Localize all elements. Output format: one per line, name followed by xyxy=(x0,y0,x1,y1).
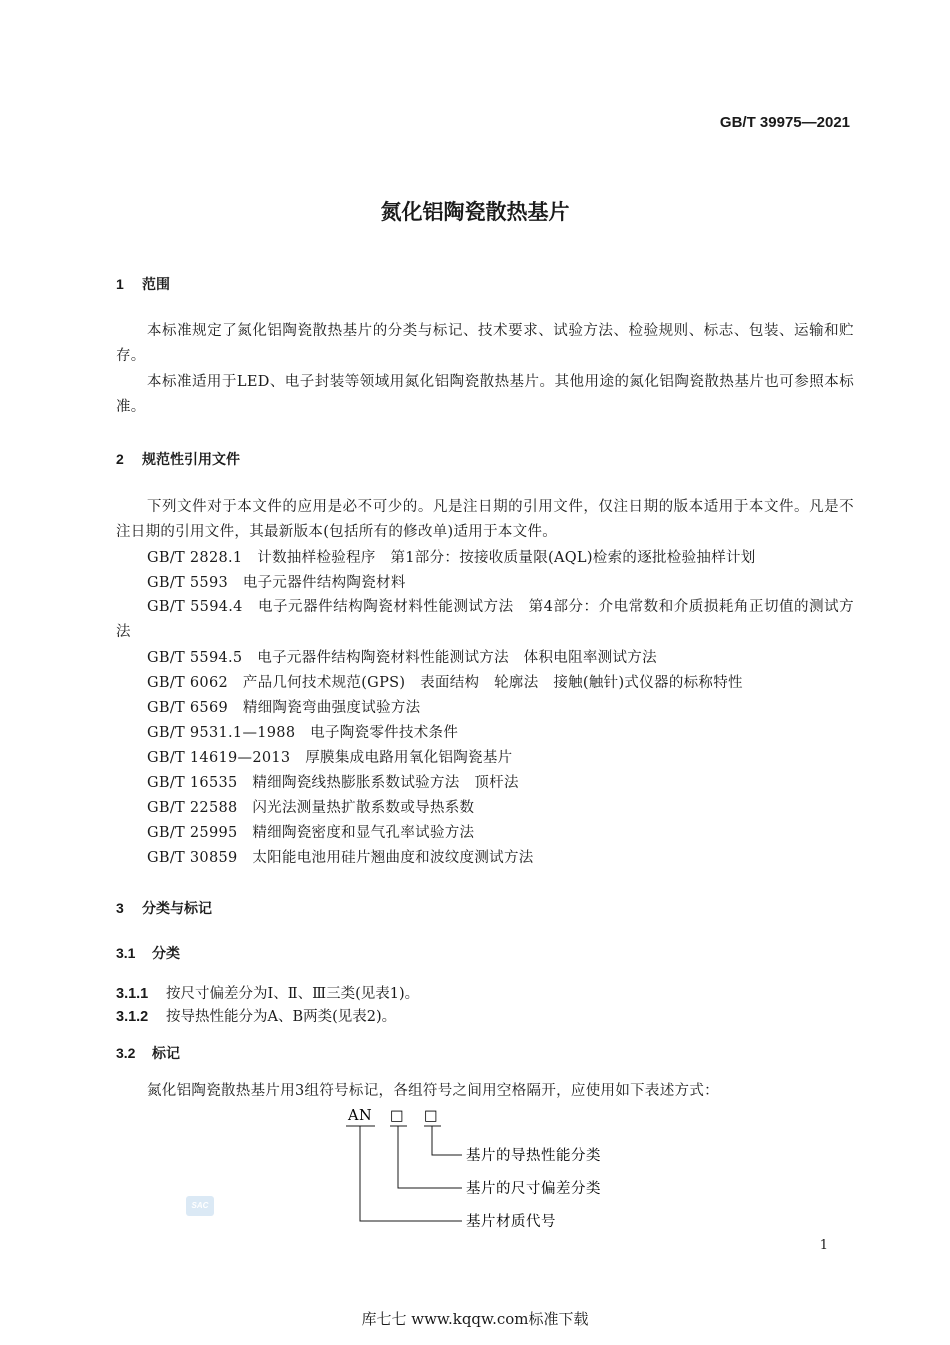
marking-box-thermal: □ xyxy=(424,1108,439,1124)
section-number: 3.1 xyxy=(116,945,136,961)
clause-number: 3.1.2 xyxy=(116,1009,149,1025)
label-thermal-class: 基片的导热性能分类 xyxy=(466,1148,601,1164)
reference-item xyxy=(147,796,474,817)
marking-box-size: □ xyxy=(390,1108,405,1124)
leader-line-material xyxy=(360,1126,462,1221)
reference-item xyxy=(147,646,657,667)
reference-title: 精细陶瓷弯曲强度试验方法 xyxy=(242,700,421,716)
reference-item xyxy=(116,595,854,645)
reference-code: GB/T 14619—2013 xyxy=(147,750,291,766)
reference-item xyxy=(147,746,512,767)
section-title: 标记 xyxy=(152,1046,180,1062)
section-number: 1 xyxy=(116,276,124,292)
reference-title: 电子元器件结构陶瓷材料性能测试方法 第4部分：介电常数和介质损耗角正切值的测试方法 xyxy=(116,599,854,640)
section-3-2-heading xyxy=(116,1043,180,1063)
leader-line-thermal xyxy=(432,1126,462,1155)
reference-title: 闪光法测量热扩散系数或导热系数 xyxy=(252,800,475,816)
section-number: 3 xyxy=(116,900,124,916)
clause-text: 按尺寸偏差分为Ⅰ、Ⅱ、Ⅲ三类(见表1)。 xyxy=(166,986,420,1002)
marking-diagram xyxy=(340,1100,640,1235)
marking-description: 氮化铝陶瓷散热基片用3组符号标记，各组符号之间用空格隔开，应使用如下表述方式： xyxy=(147,1083,719,1099)
section-number: 3.2 xyxy=(116,1045,136,1061)
marking-prefix: AN xyxy=(348,1108,373,1124)
reference-title: 电子元器件结构陶瓷材料 xyxy=(242,575,406,591)
reference-item xyxy=(147,821,474,842)
reference-code: GB/T 5594.4 xyxy=(147,599,243,615)
label-size-class: 基片的尺寸偏差分类 xyxy=(466,1181,601,1197)
reference-code: GB/T 16535 xyxy=(147,775,238,791)
section-3-heading xyxy=(116,898,212,918)
reference-item xyxy=(147,671,743,692)
reference-code: GB/T 30859 xyxy=(147,850,238,866)
reference-title: 精细陶瓷密度和显气孔率试验方法 xyxy=(252,825,475,841)
reference-code: GB/T 5594.5 xyxy=(147,650,243,666)
clause-3-1-2 xyxy=(116,1005,396,1026)
reference-code: GB/T 25995 xyxy=(147,825,238,841)
section-title: 分类与标记 xyxy=(142,901,212,917)
section-2-heading xyxy=(116,449,240,469)
reference-title: 厚膜集成电路用氧化铝陶瓷基片 xyxy=(305,750,513,766)
section-2-intro: 下列文件对于本文件的应用是必不可少的。凡是注日期的引用文件，仅注日期的版本适用于本文件。凡是不注日期的引用文件，其最新版本(包括所有的修改单)适用于本文件。 xyxy=(116,499,854,540)
clause-number: 3.1.1 xyxy=(116,986,149,1002)
reference-code: GB/T 6062 xyxy=(147,675,229,691)
download-footer: 库七七 www.kqqw.com标准下载 xyxy=(361,1310,589,1328)
clause-text: 按导热性能分为A、B两类(见表2)。 xyxy=(166,1009,397,1025)
reference-title: 产品几何技术规范(GPS) 表面结构 轮廓法 接触(触针)式仪器的标称特性 xyxy=(242,675,743,691)
label-material-code: 基片材质代号 xyxy=(466,1214,556,1230)
reference-code: GB/T 9531.1—1988 xyxy=(147,725,296,741)
section-1-heading xyxy=(116,274,170,294)
section-title: 规范性引用文件 xyxy=(142,452,240,468)
reference-title: 计数抽样检验程序 第1部分：按接收质量限(AQL)检索的逐批检验抽样计划 xyxy=(257,550,756,566)
reference-code: GB/T 6569 xyxy=(147,700,229,716)
reference-title: 电子陶瓷零件技术条件 xyxy=(310,725,459,741)
section-1-para-2: 本标准适用于LED、电子封装等领域用氮化铝陶瓷散热基片。其他用途的氮化铝陶瓷散热基片也可参照本标准。 xyxy=(116,374,854,415)
reference-item xyxy=(147,721,458,742)
standard-code: GB/T 39975—2021 xyxy=(719,114,850,131)
section-title: 分类 xyxy=(152,946,180,962)
reference-code: GB/T 2828.1 xyxy=(147,550,243,566)
sac-watermark-logo: SAC xyxy=(186,1196,214,1216)
leader-line-size xyxy=(398,1126,462,1188)
section-title: 范围 xyxy=(142,277,170,293)
reference-title: 太阳能电池用硅片翘曲度和波纹度测试方法 xyxy=(252,850,534,866)
document-title: 氮化铝陶瓷散热基片 xyxy=(380,200,570,224)
reference-title: 精细陶瓷线热膨胀系数试验方法 顶杆法 xyxy=(252,775,519,791)
reference-code: GB/T 5593 xyxy=(147,575,229,591)
section-3-1-heading xyxy=(116,943,180,963)
section-1-para-1: 本标准规定了氮化铝陶瓷散热基片的分类与标记、技术要求、试验方法、检验规则、标志、包装、运输和贮存。 xyxy=(116,323,854,364)
reference-item xyxy=(147,546,756,567)
reference-item xyxy=(147,696,420,717)
reference-code: GB/T 22588 xyxy=(147,800,238,816)
section-number: 2 xyxy=(116,451,124,467)
reference-item xyxy=(147,571,406,592)
reference-item xyxy=(147,771,519,792)
reference-item xyxy=(147,846,534,867)
reference-title: 电子元器件结构陶瓷材料性能测试方法 体积电阻率测试方法 xyxy=(257,650,657,666)
page-number: 1 xyxy=(819,1238,828,1253)
clause-3-1-1 xyxy=(116,982,419,1003)
